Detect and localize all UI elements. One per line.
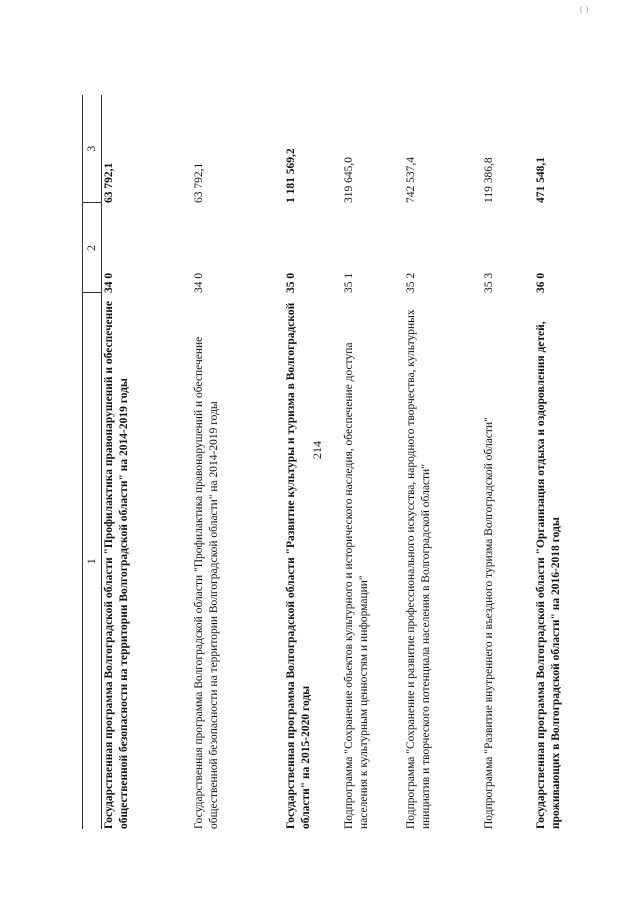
page-number: 214 — [310, 441, 324, 459]
table-row — [404, 95, 482, 829]
column-header-3: 3 — [83, 95, 102, 203]
subprogram-amount: 319 645,0 — [343, 157, 355, 203]
table-row — [482, 95, 534, 829]
table-row — [534, 95, 592, 829]
subprogram-code: 35 1 — [343, 272, 355, 293]
column-header-2: 2 — [83, 203, 102, 293]
program-amount: 471 548,1 — [535, 157, 547, 203]
program-name: Государственная программа Волгоградской области "Профилактика правонарушений и обеспечение общественной безопасности на территории Волгоградской области" на 2014-2019 годы — [193, 336, 221, 829]
program-name: Государственная программа Волгоградской области "Профилактика правонарушений и обеспечение общественной безопасности на территории Волгоградской области" на 2014-2019 годы — [103, 300, 131, 829]
program-code: 35 0 — [285, 272, 297, 293]
table-row — [342, 95, 404, 829]
subprogram-name: Подпрограмма "Сохранение объектов культурного и исторического наследия, обеспечение доступа населения к культурным ценностям и информации" — [343, 342, 371, 829]
table-row — [102, 95, 193, 829]
subprogram-amount: 119 386,8 — [483, 157, 495, 203]
program-code: 34 0 — [193, 272, 205, 293]
program-amount: 1 181 569,2 — [285, 148, 297, 203]
table-header-row — [83, 95, 102, 829]
subprogram-code: 35 2 — [405, 272, 417, 293]
program-name: Государственная программа Волгоградской области "Развитие культуры и туризма в Волгоградской области" на 2015-2020 годы — [285, 302, 313, 829]
program-code: 36 0 — [535, 272, 547, 293]
subprogram-name: Подпрограмма "Развитие внутреннего и въездного туризма Волгоградской области" — [483, 417, 495, 829]
budget-table — [82, 95, 592, 829]
subprogram-code: 35 3 — [483, 272, 495, 293]
program-amount: 63 792,1 — [103, 162, 115, 203]
subprogram-amount: 742 537,4 — [405, 157, 417, 203]
column-header-1: 1 — [83, 293, 102, 829]
table-row — [192, 95, 284, 829]
table-row — [284, 95, 342, 829]
corner-mark: ( ) — [580, 4, 589, 14]
program-amount: 63 792,1 — [193, 162, 205, 203]
program-name: Государственная программа Волгоградской области "Организация отдыха и оздоровления детей, проживающих в Волгоградской области" на 2016-2018 годы — [535, 321, 563, 829]
program-code: 34 0 — [103, 272, 115, 293]
subprogram-name: Подпрограмма "Сохранение и развитие профессионального искусства, народного творчества, культурных инициатив и творческого потенциала населения в Волгоградской области" — [405, 309, 433, 829]
